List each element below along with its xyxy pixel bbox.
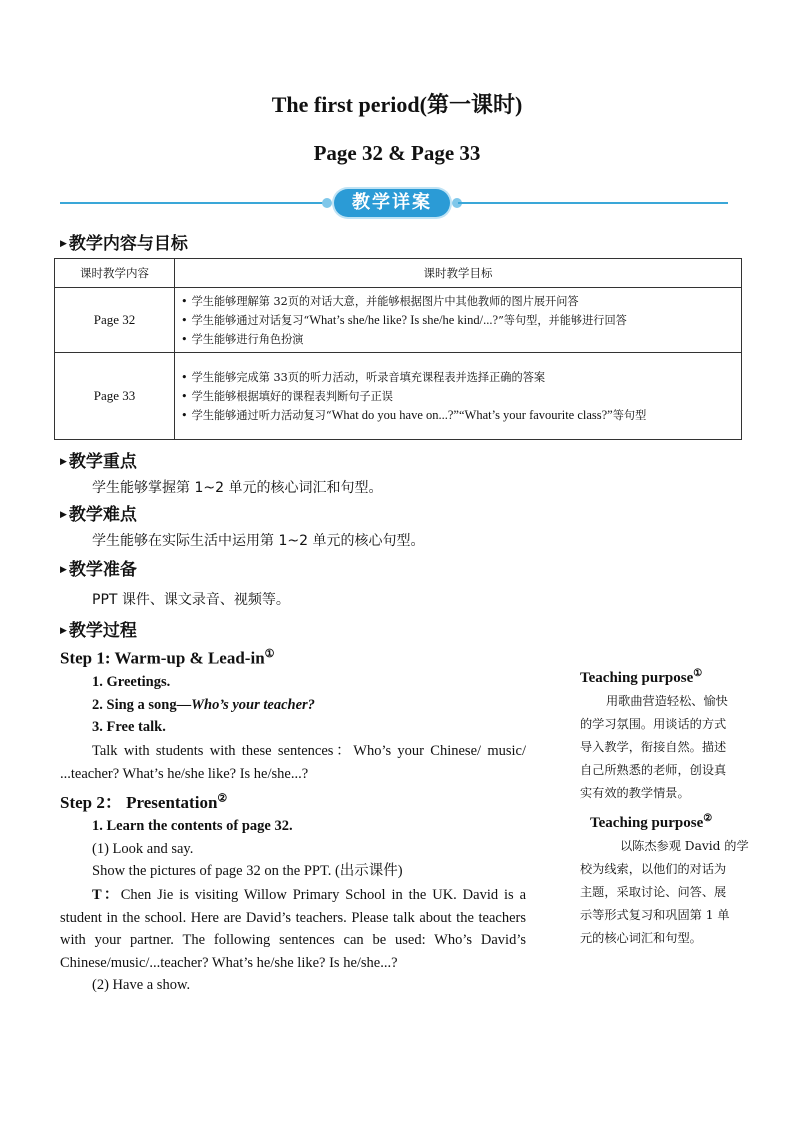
key-points-text: 学生能够掌握第 1~2 单元的核心词汇和句型。 xyxy=(92,480,383,496)
step1-talk-text: Talk with students with these sentences：Who’s your Chinese/ music/ ...teacher? What’s he/she like? Is he/she...? xyxy=(60,743,526,782)
side-note-title-2: Teaching purpose② xyxy=(590,813,713,831)
step2-look-say: (1) Look and say. xyxy=(92,840,194,857)
section-heading-content-goals: ▶ 教学内容与目标 xyxy=(60,234,188,254)
triangle-icon: ▶ xyxy=(60,626,67,636)
triangle-icon: ▶ xyxy=(60,457,67,467)
preparation-text: PPT 课件、课文录音、视频等。 xyxy=(92,592,290,608)
section-heading-difficulties: ▶ 教学难点 xyxy=(60,505,137,525)
banner-label: 教学详案 xyxy=(334,189,450,217)
table-header-row xyxy=(55,259,742,288)
step1-item-free-talk: 3. Free talk. xyxy=(92,719,166,735)
table-row xyxy=(55,353,742,440)
table-cell-content: Page 32 xyxy=(55,288,175,353)
goal-item: • 学生能够进行角色扮演 xyxy=(181,332,304,346)
table-cell-goals xyxy=(175,288,742,353)
step2-heading: Step 2： Presentation② xyxy=(60,792,228,812)
side-note-body-1: 用歌曲营造轻松、愉快 的学习氛围。用谈话的方式 导入教学，衔接自然。描述 自己所熟悉的老师，创设真 实有效的教学情景。 xyxy=(580,694,728,800)
triangle-icon: ▶ xyxy=(60,565,67,575)
objectives-table xyxy=(54,258,742,440)
goal-item: • 学生能够通过对话复习“What’s she/he like? Is she/he kind/...?”等句型，并能够进行回答 xyxy=(181,312,627,327)
goal-item: • 学生能够完成第 33页的听力活动，听录音填充课程表并选择正确的答案 xyxy=(181,370,546,384)
table-row xyxy=(55,288,742,353)
side-note-body-2: 以陈杰参观 David 的学 校为线索，以他们的对话为 主题，采取讨论、问答、展 示等形式复习和巩固第 1 单 元的核心词汇和句型。 xyxy=(580,839,749,945)
table-header-goals: 课时教学目标 xyxy=(175,259,742,288)
table-header-content: 课时教学内容 xyxy=(55,259,175,288)
triangle-icon: ▶ xyxy=(60,239,67,249)
banner-line-right xyxy=(458,202,728,204)
side-note-title-1: Teaching purpose① xyxy=(580,668,703,686)
song-title: Who’s your teacher? xyxy=(191,696,315,713)
section-heading-key-points: ▶ 教学重点 xyxy=(60,452,137,472)
table-cell-content: Page 33 xyxy=(55,353,175,440)
goal-item: • 学生能够根据填好的课程表判断句子正误 xyxy=(181,389,393,403)
step2-sub1: 1. Learn the contents of page 32. xyxy=(92,818,293,834)
step1-body xyxy=(92,671,532,739)
section-heading-process: ▶ 教学过程 xyxy=(60,621,137,641)
step2-teacher-text: T：Chen Jie is visiting Willow Primary School in the UK. David is a student in the school. Here are David’s teachers. Please talk about the teachers with your partner. The following sentences can be used: Who’s David’s Chinese/music/...teacher? What’s he/she like? Is he/she...? xyxy=(60,887,527,971)
step2-body xyxy=(92,815,532,883)
triangle-icon: ▶ xyxy=(60,510,67,520)
difficulties-text: 学生能够在实际生活中运用第 1~2 单元的核心句型。 xyxy=(92,533,425,549)
teacher-label: T： xyxy=(92,887,121,903)
step1-item-song: 2. Sing a song— xyxy=(92,696,192,713)
page-title: The first period(第一课时) xyxy=(271,92,523,117)
step2-show-text: Show the pictures of page 32 on the PPT. (出示课件) xyxy=(92,863,403,879)
banner-dot-left xyxy=(322,198,332,208)
page-subtitle: Page 32 & Page 33 xyxy=(313,141,481,165)
step1-item-greetings: 1. Greetings. xyxy=(92,674,171,690)
section-heading-preparation: ▶ 教学准备 xyxy=(60,560,137,580)
step1-heading: Step 1: Warm-up & Lead-in① xyxy=(60,648,275,668)
step2-have-show: (2) Have a show. xyxy=(92,977,191,993)
goal-item: • 学生能够通过听力活动复习“What do you have on...?”“What’s your favourite class?”等句型 xyxy=(181,407,647,422)
goal-item: • 学生能够理解第 32页的对话大意，并能够根据图片中其他教师的图片展开问答 xyxy=(181,294,579,308)
banner-line-left xyxy=(60,202,328,204)
table-cell-goals xyxy=(175,353,742,440)
